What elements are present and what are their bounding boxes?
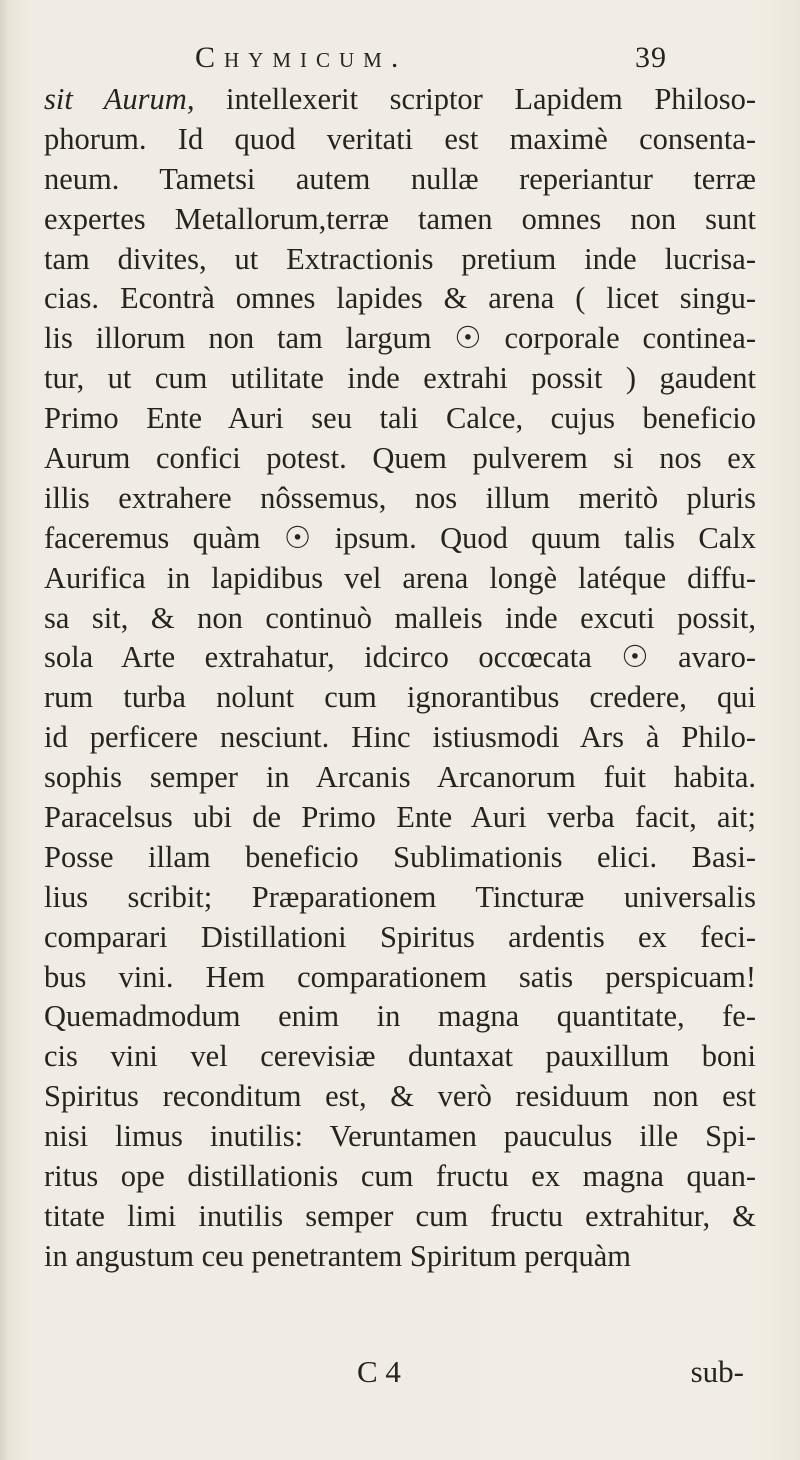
text-line: Paracelsus ubi de Primo Ente Auri verba facit, ait; xyxy=(44,800,756,835)
text-line: tam divites, ut Extractionis pretium inde lucrisa- xyxy=(44,241,756,276)
text-line: tur, ut cum utilitate inde extrahi possit ) gaudent xyxy=(44,361,756,396)
text-line: neum. Tametsi autem nullæ reperiantur terræ xyxy=(44,161,756,196)
body-text xyxy=(44,80,756,1277)
catchword: sub- xyxy=(690,1354,744,1389)
text-lines xyxy=(44,120,756,1277)
text-line: lis illorum non tam largum ☉ corporale continea- xyxy=(44,321,756,356)
text-line: bus vini. Hem comparationem satis perspicuam! xyxy=(44,959,756,994)
text-line: Aurifica in lapidibus vel arena longè latéque diffu- xyxy=(44,560,756,595)
text-line: comparari Distillationi Spiritus ardentis ex feci- xyxy=(44,919,756,954)
text-line-first xyxy=(44,80,756,120)
text-line: cias. Econtrà omnes lapides & arena ( licet singu- xyxy=(44,281,756,316)
text-line: expertes Metallorum,terræ tamen omnes non sunt xyxy=(44,201,756,236)
text-line: Posse illam beneficio Sublimationis elici. Basi- xyxy=(44,839,756,874)
text-line: cis vini vel cerevisiæ duntaxat pauxillum boni xyxy=(44,1039,756,1074)
text-line: lius scribit; Præparationem Tincturæ universalis xyxy=(44,879,756,914)
italic-lead-words: sit Aurum, xyxy=(44,82,195,116)
running-head xyxy=(195,38,695,78)
text-line: sola Arte extrahatur, idcirco occœcata ☉ avaro- xyxy=(44,640,756,675)
running-title: Chymicum. xyxy=(195,41,408,74)
text-line: illis extrahere nôssemus, nos illum meritò pluris xyxy=(44,480,756,515)
text-line: rum turba nolunt cum ignorantibus credere, qui xyxy=(44,680,756,715)
text-line: Quemadmodum enim in magna quantitate, fe- xyxy=(44,999,756,1034)
text-line: nisi limus inutilis: Veruntamen pauculus ille Spi- xyxy=(44,1119,756,1154)
text-line: titate limi inutilis semper cum fructu extrahitur, & xyxy=(44,1198,756,1233)
signature-mark: C 4 xyxy=(357,1354,401,1389)
page-number: 39 xyxy=(635,41,667,74)
text-line: ritus ope distillationis cum fructu ex magna quan- xyxy=(44,1159,756,1194)
page-binding-shadow xyxy=(0,0,8,1460)
text-line: id perficere nesciunt. Hinc istiusmodi Ars à Philo- xyxy=(44,720,756,755)
page-footer xyxy=(44,1350,756,1394)
text-line: Aurum confici potest. Quem pulverem si nos ex xyxy=(44,441,756,476)
text-line: sophis semper in Arcanis Arcanorum fuit habita. xyxy=(44,760,756,795)
text-line: Primo Ente Auri seu tali Calce, cujus beneficio xyxy=(44,401,756,436)
text-line: faceremus quàm ☉ ipsum. Quod quum talis Calx xyxy=(44,520,756,555)
text-line: phorum. Id quod veritati est maximè consenta- xyxy=(44,121,756,156)
text-line: Spiritus reconditum est, & verò residuum non est xyxy=(44,1079,756,1114)
text-line: sa sit, & non continuò malleis inde excuti possit, xyxy=(44,600,756,635)
first-line-rest: intellexerit scriptor Lapidem Philoso- xyxy=(226,82,756,116)
text-line: in angustum ceu penetrantem Spiritum perquàm xyxy=(44,1238,631,1273)
